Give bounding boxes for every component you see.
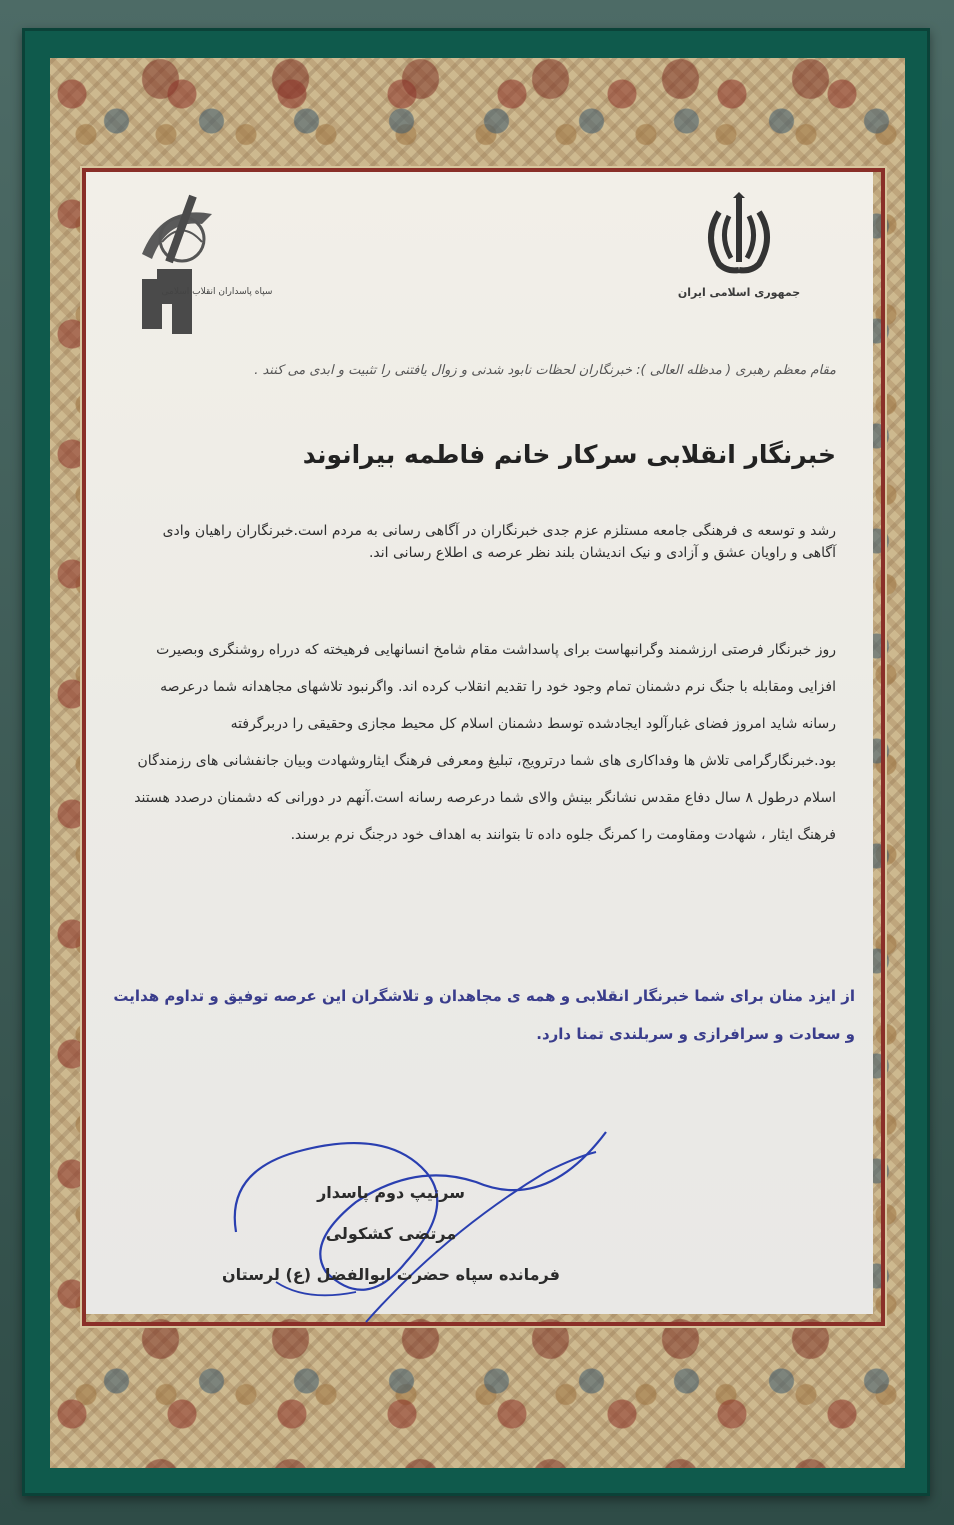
signer-rank: سرتیپ دوم پاسدار [317,1183,465,1202]
signer-name: مرتضی کشکولی [325,1224,457,1243]
irgc-emblem-icon [122,184,273,334]
signature-block [176,1172,606,1295]
body-paragraph-2: روز خبرنگار فرصتی ارزشمند وگرانبهاست برای پاسداشت مقام شامخ انسانهایی فرهیخته که درراه روشنگری وبصیرت افزایی ومقابله با جنگ نرم دشمنان تمام وجود خود را تقدیم انقلاب کرده اند. واگرنبود تلاشهای مجاهدانه شما درعرصه رسانه شاید امروز فضای غبارآلود ایجادشده توسط دشمنان اسلام کل محیط مجازی وحقیقی را دربرگرفته بود.خبرنگارگرامی تلاش ها وفداکاری های شما درترویج، تبلیغ ومعرفی فرهنگ ایثاروشهادت وبیان جانفشانی های رزمندگان اسلام درطول ۸ سال دفاع مقدس نشانگر بینش والای شما درعرصه رسانه است.آنهم در دورانی که دشمنان درصدد هستند فرهنگ ایثار ، شهادت ومقاومت را کمرنگ جلوه داده تا بتوانند به اهداف خود درجنگ نرم برسند. [134,642,836,843]
closing-wish: از ایزد منان برای شما خبرنگار انقلابی و همه ی مجاهدان و تلاشگران این عرصه توفیق و تداوم هدایت و سعادت و سرافرازی و سربلندی تمنا دارد. [113,987,855,1043]
irgc-caption: سپاه پاسداران انقلاب اسلامی [161,287,273,297]
leader-quote: مقام معظم رهبری ( مدظله العالی ): خبرنگاران لحظات نابود شدنی و زوال یافتنی را تثبیت و ابدی می کنند . [254,363,836,378]
signer-title: فرمانده سپاه حضرت ابوالفضل (ع) لرستان [222,1265,560,1284]
certificate-paper [86,172,873,1314]
iran-emblem-icon [677,192,801,312]
certificate-title: خبرنگار انقلابی سرکار خانم فاطمه بیرانوند [302,440,836,469]
body-paragraph-1: رشد و توسعه ی فرهنگی جامعه مستلزم عزم جدی خبرنگاران در آگاهی رسانی به مردم است.خبرنگاران راهیان وادی آگاهی و راویان عشق و آزادی و نیک اندیشان بلند نظر عرصه ی اطلاع رسانی اند. [162,523,836,561]
iran-emblem-caption: جمهوری اسلامی ایران [677,286,801,299]
